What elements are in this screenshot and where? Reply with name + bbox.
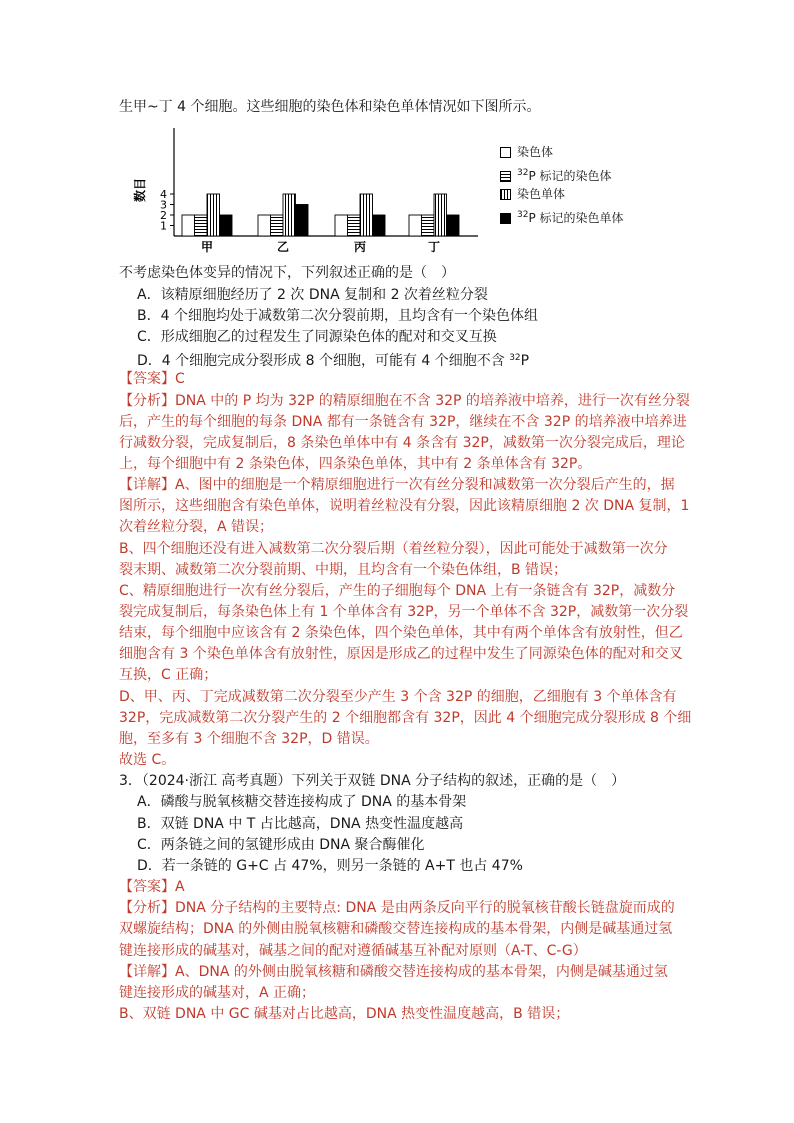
q3-answer: 【答案】A <box>119 879 185 895</box>
legend-label: 染色体 <box>517 145 554 159</box>
legend-swatch <box>500 189 511 200</box>
legend-item <box>500 144 553 160</box>
q2-option-c: C．形成细胞乙的过程发生了同源染色体的配对和交叉互换 <box>137 329 497 345</box>
y-axis-label: 数目 <box>133 177 147 203</box>
legend-swatch <box>500 147 511 158</box>
q3-option-c: C．两条链之间的氢键形成由 DNA 聚合酶催化 <box>137 837 425 853</box>
bar-chart <box>133 124 478 256</box>
bar-solid <box>296 205 309 237</box>
q2-detail-line: 【详解】A、图中的细胞是一个精原细胞进行一次有丝分裂和减数第一次分裂后产生的，据 <box>119 477 675 493</box>
q2-analysis-line: 后，产生的每个细胞的每条 DNA 都有一条链含有 32P，继续在不含 32P 的培养液中培养进 <box>119 414 687 430</box>
legend-label: P 标记的染色体 <box>528 169 612 183</box>
q2-detail-line: 胞，至多有 3 个细胞不含 32P，D 错误。 <box>119 731 379 747</box>
legend-swatch <box>500 213 511 224</box>
bar-white <box>409 215 422 236</box>
q3-analysis-line: 双螺旋结构；DNA 的外侧由脱氧核糖和磷酸交替连接构成的基本骨架，内侧是碱基通过氢 <box>119 921 673 937</box>
bar-solid <box>447 215 460 236</box>
q2-detail-line: 图所示，这些细胞含有染色单体，说明着丝粒没有分裂，因此该精原细胞 2 次 DNA 复制，1 <box>119 498 690 514</box>
legend-sup: 32 <box>517 210 529 220</box>
q2-answer: 【答案】C <box>119 371 185 387</box>
bar-solid <box>373 215 386 236</box>
bar-hstripe <box>348 215 361 236</box>
q2-detail-line: 故选 C。 <box>119 752 176 768</box>
bar-vstripe <box>360 194 373 236</box>
bar-vstripe <box>283 194 296 236</box>
intro-text: 生甲~丁 4 个细胞。这些细胞的染色体和染色单体情况如下图所示。 <box>119 99 541 115</box>
legend-item <box>500 207 624 226</box>
legend-sup: 32 <box>517 168 529 178</box>
bar-hstripe <box>271 215 284 236</box>
y-tick-label: 1 <box>160 219 167 233</box>
q2-option-d: D．4 个细胞完成分裂形成 8 个细胞，可能有 4 个细胞不含 $^{32}$P <box>137 353 530 369</box>
q2-option-b: B．4 个细胞均处于减数第二次分裂前期，且均含有一个染色体组 <box>137 308 538 324</box>
q2-detail-line: 细胞含有 3 个染色单体含有放射性，原因是形成乙的过程中发生了同源染色体的配对和交叉 <box>119 646 683 662</box>
legend-item <box>500 186 565 202</box>
q2-detail-line: B、四个细胞还没有进入减数第二次分裂后期（着丝粒分裂），因此可能处于减数第一次分 <box>119 541 668 557</box>
q3-stem: 3．（2024·浙江 高考真题）下列关于双链 DNA 分子结构的叙述，正确的是（ ） <box>119 773 626 789</box>
bar-white <box>182 215 195 236</box>
q2-detail-line: C、精原细胞进行一次有丝分裂后，产生的子细胞每个 DNA 上有一条链含有 32P，减数分 <box>119 583 676 599</box>
bar-white <box>335 215 348 236</box>
legend-swatch <box>500 171 511 182</box>
y-tick-label: 4 <box>160 188 167 201</box>
q3-option-d: D．若一条链的 G+C 占 47%，则另一条链的 A+T 也占 47% <box>137 858 523 874</box>
bar-vstripe <box>434 194 447 236</box>
x-tick-label: 乙 <box>276 240 290 254</box>
q2-analysis-line: 【分析】DNA 中的 P 均为 32P 的精原细胞在不含 32P 的培养液中培养，进行一次有丝分裂 <box>119 393 690 409</box>
legend-label: P 标记的染色单体 <box>528 211 624 225</box>
x-tick-label: 丁 <box>427 240 441 254</box>
x-tick-label: 甲 <box>200 240 214 254</box>
q2-detail-line: 次着丝粒分裂，A 错误； <box>119 519 274 535</box>
q2-analysis-line: 上，每个细胞中有 2 条染色体，四条染色单体，其中有 2 条单体含有 32P。 <box>119 456 592 472</box>
x-tick-label: 丙 <box>353 240 367 254</box>
q2-detail-line: 32P，完成减数第二次分裂产生的 2 个细胞都含有 32P，因此 4 个细胞完成分裂形成 8 个细 <box>119 710 692 726</box>
q3-option-a: A．磷酸与脱氧核糖交替连接构成了 DNA 的基本骨架 <box>137 794 467 810</box>
q3-option-b: B．双链 DNA 中 T 占比越高，DNA 热变性温度越高 <box>137 816 464 832</box>
legend-label: 染色单体 <box>517 187 566 201</box>
q2-stem: 不考虑染色体变异的情况下，下列叙述正确的是（ ） <box>119 265 455 281</box>
q2-detail-line: 互换，C 正确； <box>119 667 218 683</box>
q3-detail-line: 【详解】A、DNA 的外侧由脱氧核糖和磷酸交替连接构成的基本骨架，内侧是碱基通过氢 <box>119 964 668 980</box>
legend-item <box>500 165 612 184</box>
bar-hstripe <box>195 215 208 236</box>
q2-option-a: A．该精原细胞经历了 2 次 DNA 复制和 2 次着丝粒分裂 <box>137 287 488 303</box>
q3-detail-line: B、双链 DNA 中 GC 碱基对占比越高，DNA 热变性温度越高，B 错误； <box>119 1006 570 1022</box>
q3-detail-line: 键连接形成的碱基对，A 正确； <box>119 985 316 1001</box>
y-tick-label: 3 <box>160 198 167 212</box>
q2-detail-line: 结束，每个细胞中应该含有 2 条染色体，四个染色单体，其中有两个单体含有放射性，但乙 <box>119 625 683 641</box>
bar-hstripe <box>422 215 435 236</box>
q3-analysis-line: 键连接形成的碱基对，碱基之间的配对遵循碱基互补配对原则（A-T、C-G） <box>119 943 587 959</box>
q2-detail-line: 裂末期、减数第二次分裂前期、中期，且均含有一个染色体组，B 错误； <box>119 562 568 578</box>
q3-analysis-line: 【分析】DNA 分子结构的主要特点: DNA 是由两条反向平行的脱氧核苷酸长链盘旋而成的 <box>119 900 675 916</box>
bar-white <box>258 215 271 236</box>
bar-solid <box>220 215 233 236</box>
q2-detail-line: D、甲、丙、丁完成减数第二次分裂至少产生 3 个含 32P 的细胞，乙细胞有 3 个单体含有 <box>119 689 677 705</box>
bar-vstripe <box>207 194 220 236</box>
q2-detail-line: 裂完成复制后，每条染色体上有 1 个单体含有 32P，另一个单体不含 32P，减数第一次分裂 <box>119 604 689 620</box>
y-tick-label: 2 <box>160 209 167 222</box>
q2-analysis-line: 行减数分裂，完成复制后，8 条染色单体中有 4 条含有 32P，减数第一次分裂完成后，理论 <box>119 435 685 451</box>
